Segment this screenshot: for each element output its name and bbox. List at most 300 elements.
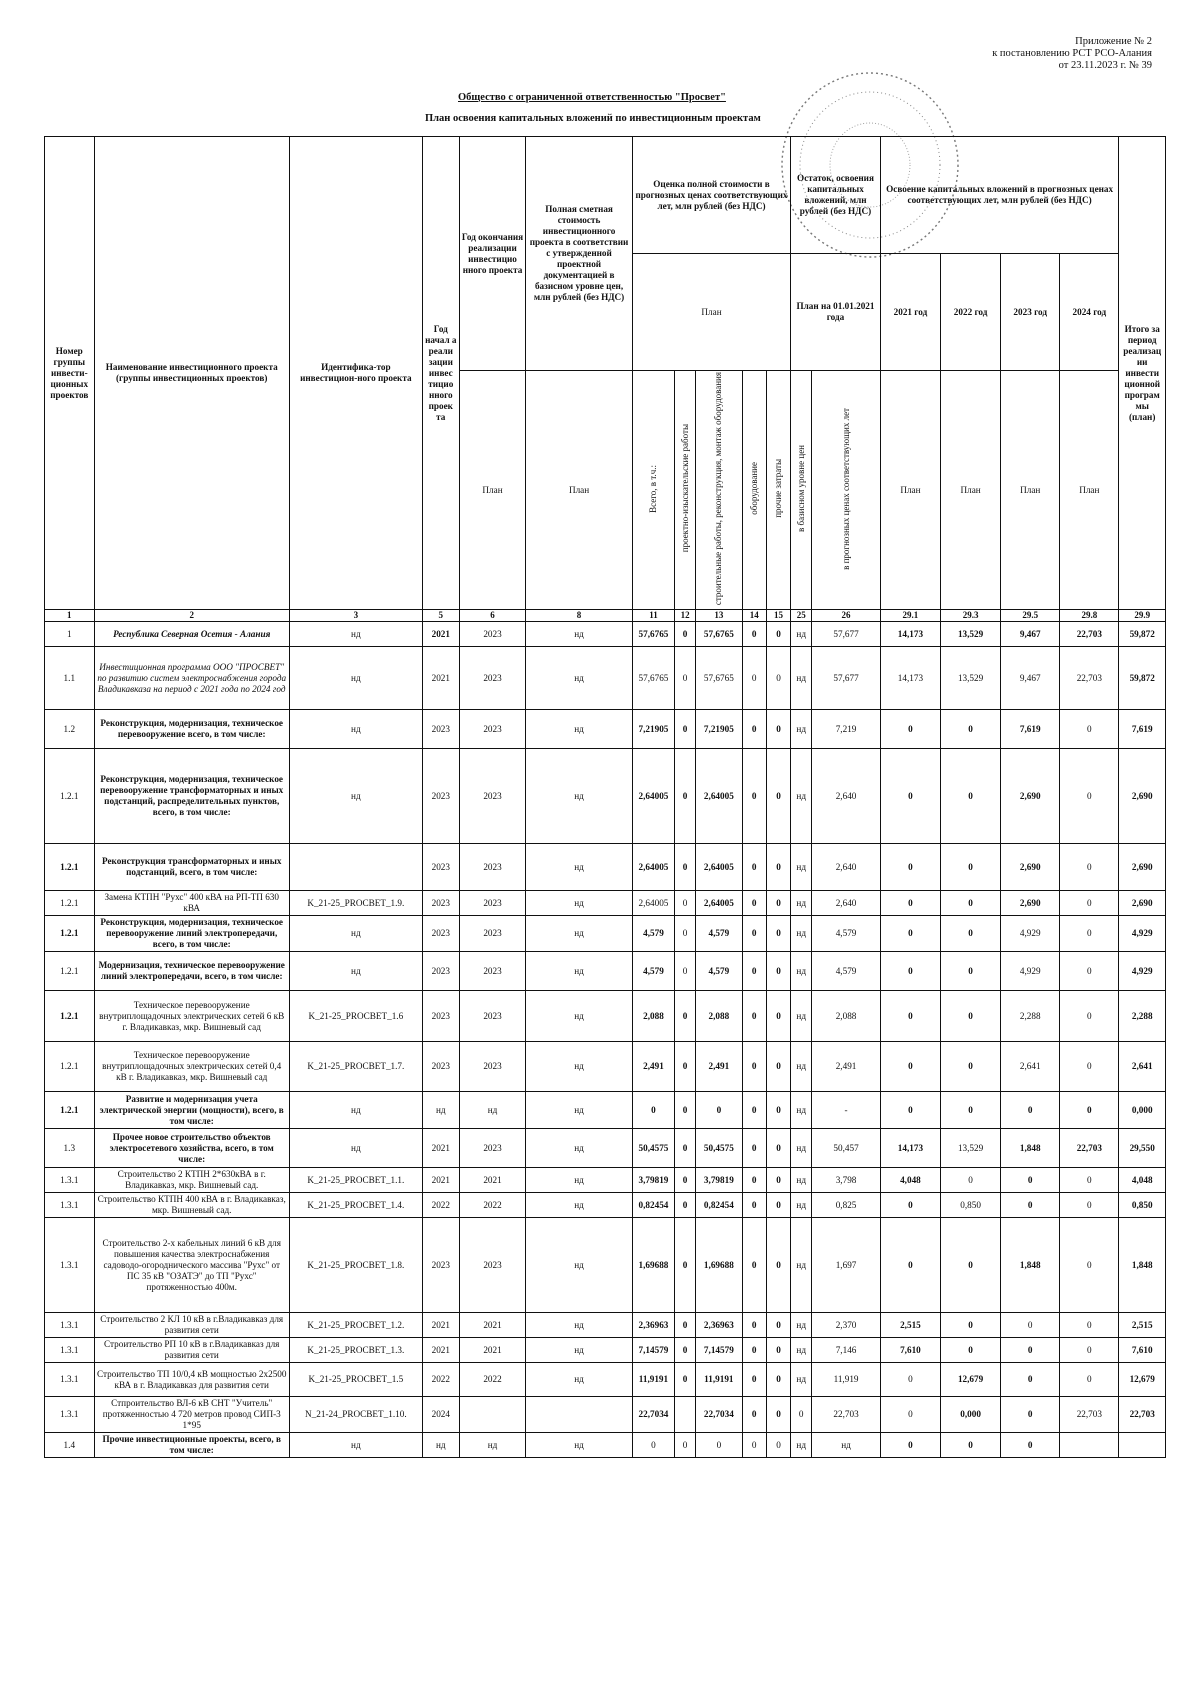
total-cost: 2,64005 <box>632 749 674 844</box>
header-year-2021: 2021 год <box>880 254 940 371</box>
base-prices: нд <box>791 1092 812 1129</box>
construction-works: 1,69688 <box>696 1218 742 1313</box>
plan-2021: 0 <box>880 1397 940 1433</box>
equipment: 0 <box>742 1129 766 1168</box>
header-plan-forecast: План <box>632 254 790 371</box>
year-start: 2023 <box>422 1042 459 1092</box>
forecast-prices: 2,088 <box>812 991 881 1042</box>
forecast-prices: 57,677 <box>812 647 881 710</box>
header-total-period: Итого за период реализац ии инвести ционной програм мы (план) <box>1119 137 1166 610</box>
design-works: 0 <box>675 1193 696 1218</box>
row-number: 1.2.1 <box>45 1092 95 1129</box>
forecast-prices: нд <box>812 1433 881 1458</box>
other-costs: 0 <box>766 1313 790 1338</box>
plan-2022: 0 <box>941 1218 1001 1313</box>
row-number: 1.3.1 <box>45 1397 95 1433</box>
plan-2023: 2,690 <box>1001 891 1060 916</box>
total-cost: 2,64005 <box>632 844 674 891</box>
construction-works: 50,4575 <box>696 1129 742 1168</box>
total-period: 29,550 <box>1119 1129 1166 1168</box>
plan-2022: 0 <box>941 1433 1001 1458</box>
year-end: 2023 <box>459 1218 525 1313</box>
design-works: 0 <box>675 647 696 710</box>
equipment: 0 <box>742 1218 766 1313</box>
full-cost: нд <box>526 991 633 1042</box>
equipment: 0 <box>742 1363 766 1397</box>
forecast-prices: 0,825 <box>812 1193 881 1218</box>
row-number: 1.3.1 <box>45 1363 95 1397</box>
plan-2023: 9,467 <box>1001 622 1060 647</box>
col-number: 29.9 <box>1119 610 1166 622</box>
base-prices: нд <box>791 710 812 749</box>
project-identifier: нд <box>289 1092 422 1129</box>
construction-works: 7,14579 <box>696 1338 742 1363</box>
total-cost: 0 <box>632 1092 674 1129</box>
col-number: 3 <box>289 610 422 622</box>
project-identifier: нд <box>289 647 422 710</box>
row-number: 1.2.1 <box>45 844 95 891</box>
forecast-prices: 2,640 <box>812 844 881 891</box>
construction-works: 3,79819 <box>696 1168 742 1193</box>
design-works: 0 <box>675 622 696 647</box>
plan-2022: 0 <box>941 844 1001 891</box>
row-number: 1.1 <box>45 647 95 710</box>
full-cost: нд <box>526 844 633 891</box>
year-end: 2021 <box>459 1338 525 1363</box>
plan-2023: 0 <box>1001 1092 1060 1129</box>
col-number: 12 <box>675 610 696 622</box>
equipment: 0 <box>742 1397 766 1433</box>
header-plan-full-cost: План <box>526 371 633 610</box>
plan-2022: 0 <box>941 991 1001 1042</box>
forecast-prices: - <box>812 1092 881 1129</box>
year-start: нд <box>422 1092 459 1129</box>
col-number: 29.1 <box>880 610 940 622</box>
plan-2023: 0 <box>1001 1338 1060 1363</box>
project-identifier: нд <box>289 710 422 749</box>
year-end <box>459 1397 525 1433</box>
project-identifier: нд <box>289 1433 422 1458</box>
equipment: 0 <box>742 916 766 952</box>
total-period: 2,690 <box>1119 749 1166 844</box>
year-start: 2023 <box>422 916 459 952</box>
plan-2023: 4,929 <box>1001 952 1060 991</box>
project-identifier: K_21-25_PROCBET_1.4. <box>289 1193 422 1218</box>
table-row <box>45 1433 1166 1458</box>
project-identifier: K_21-25_PROCBET_1.9. <box>289 891 422 916</box>
design-works: 0 <box>675 1042 696 1092</box>
full-cost: нд <box>526 1129 633 1168</box>
total-cost: 2,36963 <box>632 1313 674 1338</box>
project-identifier: K_21-25_PROCBET_1.8. <box>289 1218 422 1313</box>
table-row <box>45 749 1166 844</box>
total-cost: 7,21905 <box>632 710 674 749</box>
project-name: Строительство КТПН 400 кВА в г. Владикавказ, мкр. Вишневый сад. <box>94 1193 289 1218</box>
design-works: 0 <box>675 1313 696 1338</box>
plan-2021: 0 <box>880 1042 940 1092</box>
year-start: нд <box>422 1433 459 1458</box>
col-number: 2 <box>94 610 289 622</box>
total-cost: 0 <box>632 1433 674 1458</box>
year-start: 2022 <box>422 1193 459 1218</box>
plan-2023: 1,848 <box>1001 1129 1060 1168</box>
header-plan-2024: План <box>1060 371 1119 610</box>
table-row <box>45 1218 1166 1313</box>
plan-2023: 2,641 <box>1001 1042 1060 1092</box>
construction-works: 2,491 <box>696 1042 742 1092</box>
total-cost: 1,69688 <box>632 1218 674 1313</box>
design-works: 0 <box>675 749 696 844</box>
construction-works: 0 <box>696 1433 742 1458</box>
project-name: Строительство 2 КЛ 10 кВ в г.Владикавказ для развития сети <box>94 1313 289 1338</box>
year-start: 2023 <box>422 891 459 916</box>
equipment: 0 <box>742 1193 766 1218</box>
plan-2024: 0 <box>1060 1168 1119 1193</box>
other-costs: 0 <box>766 749 790 844</box>
header-plan-date: План на 01.01.2021 года <box>791 254 881 371</box>
header-year-start: Год начал а реали зации инвес тицио нного проек та <box>422 137 459 610</box>
header-remainder: Остаток, освоения капитальных вложений, млн рублей (без НДС) <box>791 137 881 254</box>
construction-works: 7,21905 <box>696 710 742 749</box>
equipment: 0 <box>742 1433 766 1458</box>
plan-2022: 13,529 <box>941 647 1001 710</box>
forecast-prices: 3,798 <box>812 1168 881 1193</box>
forecast-prices: 11,919 <box>812 1363 881 1397</box>
base-prices: нд <box>791 647 812 710</box>
plan-2021: 0 <box>880 991 940 1042</box>
forecast-prices: 2,640 <box>812 891 881 916</box>
year-start: 2021 <box>422 1168 459 1193</box>
plan-2021: 7,610 <box>880 1338 940 1363</box>
plan-2021: 0 <box>880 952 940 991</box>
plan-2021: 0 <box>880 1363 940 1397</box>
col-number: 29.8 <box>1060 610 1119 622</box>
col-number: 8 <box>526 610 633 622</box>
design-works: 0 <box>675 916 696 952</box>
header-year-2023: 2023 год <box>1001 254 1060 371</box>
project-identifier: K_21-25_PROCBET_1.3. <box>289 1338 422 1363</box>
plan-2022: 0 <box>941 916 1001 952</box>
design-works: 0 <box>675 844 696 891</box>
project-identifier <box>289 844 422 891</box>
header-full-cost: Полная сметная стоимость инвестиционного проекта в соответствии с утвержденной проектной документацией в базисном уровне цен, млн рублей (без НДС) <box>526 137 633 371</box>
construction-works: 57,6765 <box>696 647 742 710</box>
year-end: 2023 <box>459 1129 525 1168</box>
header-design-works: проектно-изыскательские работы <box>675 371 696 610</box>
base-prices: нд <box>791 622 812 647</box>
col-number: 1 <box>45 610 95 622</box>
forecast-prices: 22,703 <box>812 1397 881 1433</box>
header-total: Всего, в т.ч.: <box>632 371 674 610</box>
full-cost: нд <box>526 1218 633 1313</box>
base-prices: нд <box>791 1168 812 1193</box>
plan-2024: 0 <box>1060 710 1119 749</box>
project-name: Строительство 2-х кабельных линий 6 кВ для повышения качества электроснабжения садоводо-огороднического массива "Рухс" от ПС 35 кВ "ОЗАТЭ" до ТП "Рухс" протяженностью 400м. <box>94 1218 289 1313</box>
base-prices: нд <box>791 1193 812 1218</box>
total-period: 2,515 <box>1119 1313 1166 1338</box>
row-number: 1.2.1 <box>45 1042 95 1092</box>
base-prices: нд <box>791 1338 812 1363</box>
plan-2022: 0,000 <box>941 1397 1001 1433</box>
project-name: Техническое перевооружение внутриплощадочных электрических сетей 0,4 кВ г. Владикавказ, мкр. Вишневый сад <box>94 1042 289 1092</box>
project-identifier: K_21-25_PROCBET_1.2. <box>289 1313 422 1338</box>
other-costs: 0 <box>766 916 790 952</box>
project-name: Прочее новое строительство объектов электросетевого хозяйства, всего, в том числе: <box>94 1129 289 1168</box>
appendix-line-3: от 23.11.2023 г. № 39 <box>1058 60 1152 71</box>
base-prices: нд <box>791 1042 812 1092</box>
construction-works: 0 <box>696 1092 742 1129</box>
project-name: Стпроительство ВЛ-6 кВ СНТ "Учитель" протяженностью 4 720 метров провод СИП-3 1*95 <box>94 1397 289 1433</box>
header-identifier: Идентифика-тор инвестицион-ного проекта <box>289 137 422 610</box>
other-costs: 0 <box>766 710 790 749</box>
other-costs: 0 <box>766 1338 790 1363</box>
base-prices: нд <box>791 952 812 991</box>
forecast-prices: 2,491 <box>812 1042 881 1092</box>
forecast-prices: 7,146 <box>812 1338 881 1363</box>
table-row <box>45 844 1166 891</box>
construction-works: 4,579 <box>696 916 742 952</box>
plan-2022: 0 <box>941 1168 1001 1193</box>
base-prices: 0 <box>791 1397 812 1433</box>
year-start: 2023 <box>422 749 459 844</box>
project-name: Реконструкция, модернизация, техническое перевооружение трансформаторных и иных подстанций, распределительных пунктов, всего, в том числе: <box>94 749 289 844</box>
plan-2022: 0 <box>941 710 1001 749</box>
row-number: 1.3 <box>45 1129 95 1168</box>
forecast-prices: 50,457 <box>812 1129 881 1168</box>
plan-2023: 0 <box>1001 1313 1060 1338</box>
table-row <box>45 1092 1166 1129</box>
plan-2023: 7,619 <box>1001 710 1060 749</box>
year-start: 2021 <box>422 622 459 647</box>
equipment: 0 <box>742 622 766 647</box>
design-works: 0 <box>675 1092 696 1129</box>
project-name: Техническое перевооружение внутриплощадочных электрических сетей 6 кВ г. Владикавказ, мкр. Вишневый сад <box>94 991 289 1042</box>
total-period <box>1119 1433 1166 1458</box>
header-name: Наименование инвестиционного проекта (группы инвестиционных проектов) <box>94 137 289 610</box>
table-row <box>45 916 1166 952</box>
table-row <box>45 710 1166 749</box>
plan-2024: 0 <box>1060 1218 1119 1313</box>
header-construction-works: строительные работы, реконструкция, монтаж оборудования <box>696 371 742 610</box>
total-cost: 22,7034 <box>632 1397 674 1433</box>
year-start: 2023 <box>422 710 459 749</box>
project-identifier: нд <box>289 1129 422 1168</box>
full-cost: нд <box>526 1193 633 1218</box>
total-cost: 50,4575 <box>632 1129 674 1168</box>
plan-2021: 14,173 <box>880 622 940 647</box>
plan-2024: 0 <box>1060 952 1119 991</box>
header-other-costs: прочие затраты <box>766 371 790 610</box>
total-period: 7,619 <box>1119 710 1166 749</box>
table-row <box>45 891 1166 916</box>
header-forecast-full: Оценка полной стоимости в прогнозных ценах соответствующих лет, млн рублей (без НДС) <box>632 137 790 254</box>
design-works: 0 <box>675 1129 696 1168</box>
header-year-2022: 2022 год <box>941 254 1001 371</box>
total-cost: 2,64005 <box>632 891 674 916</box>
header-plan-2022: План <box>941 371 1001 610</box>
other-costs: 0 <box>766 622 790 647</box>
table-body <box>45 622 1166 1458</box>
project-name: Строительство 2 КТПН 2*630кВА в г. Владикавказ, мкр. Вишневый сад. <box>94 1168 289 1193</box>
plan-2023: 0 <box>1001 1433 1060 1458</box>
investment-plan-table <box>44 136 1166 1458</box>
equipment: 0 <box>742 844 766 891</box>
total-cost: 57,6765 <box>632 622 674 647</box>
row-number: 1.3.1 <box>45 1338 95 1363</box>
equipment: 0 <box>742 710 766 749</box>
other-costs: 0 <box>766 952 790 991</box>
total-cost: 0,82454 <box>632 1193 674 1218</box>
project-name: Строительство ТП 10/0,4 кВ мощностью 2х2500 кВА в г. Владикавказ для развития сети <box>94 1363 289 1397</box>
project-name: Реконструкция, модернизация, техническое перевооружение всего, в том числе: <box>94 710 289 749</box>
table-row <box>45 1129 1166 1168</box>
construction-works: 0,82454 <box>696 1193 742 1218</box>
base-prices: нд <box>791 1313 812 1338</box>
total-period: 0,850 <box>1119 1193 1166 1218</box>
other-costs: 0 <box>766 1168 790 1193</box>
year-end: 2023 <box>459 844 525 891</box>
equipment: 0 <box>742 749 766 844</box>
full-cost: нд <box>526 952 633 991</box>
forecast-prices: 7,219 <box>812 710 881 749</box>
plan-2022: 13,529 <box>941 1129 1001 1168</box>
plan-2021: 14,173 <box>880 647 940 710</box>
document-title: План освоения капитальных вложений по инвестиционным проектам <box>425 113 761 124</box>
year-start: 2022 <box>422 1363 459 1397</box>
design-works: 0 <box>675 710 696 749</box>
row-number: 1.2.1 <box>45 749 95 844</box>
plan-2024: 22,703 <box>1060 622 1119 647</box>
design-works: 0 <box>675 952 696 991</box>
row-number: 1.2.1 <box>45 991 95 1042</box>
project-identifier: K_21-25_PROCBET_1.5 <box>289 1363 422 1397</box>
col-number: 5 <box>422 610 459 622</box>
row-number: 1.4 <box>45 1433 95 1458</box>
equipment: 0 <box>742 991 766 1042</box>
year-start: 2021 <box>422 1129 459 1168</box>
forecast-prices: 4,579 <box>812 952 881 991</box>
plan-2022: 0 <box>941 1338 1001 1363</box>
plan-2024: 0 <box>1060 1193 1119 1218</box>
row-number: 1.3.1 <box>45 1313 95 1338</box>
table-row <box>45 1338 1166 1363</box>
forecast-prices: 2,370 <box>812 1313 881 1338</box>
col-number: 29.5 <box>1001 610 1060 622</box>
project-name: Реконструкция, модернизация, техническое перевооружение линий электропередачи, всего, в том числе: <box>94 916 289 952</box>
table-row <box>45 991 1166 1042</box>
design-works: 0 <box>675 1433 696 1458</box>
col-number: 14 <box>742 610 766 622</box>
year-end: 2021 <box>459 1168 525 1193</box>
col-number: 6 <box>459 610 525 622</box>
plan-2022: 0 <box>941 1092 1001 1129</box>
full-cost: нд <box>526 1433 633 1458</box>
construction-works: 2,64005 <box>696 749 742 844</box>
construction-works: 57,6765 <box>696 622 742 647</box>
plan-2021: 0 <box>880 1218 940 1313</box>
plan-2021: 4,048 <box>880 1168 940 1193</box>
project-identifier: нд <box>289 916 422 952</box>
other-costs: 0 <box>766 844 790 891</box>
plan-2023: 0 <box>1001 1168 1060 1193</box>
construction-works: 2,64005 <box>696 891 742 916</box>
base-prices: нд <box>791 1218 812 1313</box>
forecast-prices: 4,579 <box>812 916 881 952</box>
plan-2022: 13,529 <box>941 622 1001 647</box>
equipment: 0 <box>742 1313 766 1338</box>
equipment: 0 <box>742 647 766 710</box>
total-cost: 4,579 <box>632 952 674 991</box>
construction-works: 2,64005 <box>696 844 742 891</box>
year-start: 2021 <box>422 1313 459 1338</box>
full-cost: нд <box>526 1363 633 1397</box>
plan-2023: 2,288 <box>1001 991 1060 1042</box>
forecast-prices: 57,677 <box>812 622 881 647</box>
appendix-line-1: Приложение № 2 <box>1075 36 1152 47</box>
other-costs: 0 <box>766 1129 790 1168</box>
col-number: 26 <box>812 610 881 622</box>
organization-title: Общество с ограниченной ответственностью "Просвет" <box>458 92 726 103</box>
project-name: Прочие инвестиционные проекты, всего, в том числе: <box>94 1433 289 1458</box>
plan-2021: 0 <box>880 1193 940 1218</box>
design-works <box>675 1397 696 1433</box>
equipment: 0 <box>742 952 766 991</box>
plan-2021: 0 <box>880 891 940 916</box>
base-prices: нд <box>791 991 812 1042</box>
total-cost: 11,9191 <box>632 1363 674 1397</box>
plan-2024: 22,703 <box>1060 647 1119 710</box>
table-row <box>45 647 1166 710</box>
row-number: 1.3.1 <box>45 1218 95 1313</box>
forecast-prices: 2,640 <box>812 749 881 844</box>
equipment: 0 <box>742 1042 766 1092</box>
plan-2021: 0 <box>880 916 940 952</box>
project-name: Республика Северная Осетия - Алания <box>94 622 289 647</box>
year-end: 2023 <box>459 952 525 991</box>
table-row <box>45 1042 1166 1092</box>
plan-2024: 0 <box>1060 916 1119 952</box>
project-identifier: нд <box>289 749 422 844</box>
total-period: 1,848 <box>1119 1218 1166 1313</box>
year-end: 2023 <box>459 647 525 710</box>
plan-2022: 0 <box>941 891 1001 916</box>
other-costs: 0 <box>766 991 790 1042</box>
row-number: 1.3.1 <box>45 1193 95 1218</box>
year-end: 2021 <box>459 1313 525 1338</box>
plan-2024: 0 <box>1060 1042 1119 1092</box>
row-number: 1.3.1 <box>45 1168 95 1193</box>
construction-works: 11,9191 <box>696 1363 742 1397</box>
year-start: 2023 <box>422 991 459 1042</box>
table-row <box>45 1168 1166 1193</box>
plan-2022: 0 <box>941 1042 1001 1092</box>
full-cost: нд <box>526 1042 633 1092</box>
plan-2022: 12,679 <box>941 1363 1001 1397</box>
project-identifier: K_21-25_PROCBET_1.7. <box>289 1042 422 1092</box>
other-costs: 0 <box>766 891 790 916</box>
plan-2024: 22,703 <box>1060 1397 1119 1433</box>
other-costs: 0 <box>766 647 790 710</box>
equipment: 0 <box>742 1338 766 1363</box>
base-prices: нд <box>791 1433 812 1458</box>
total-period: 2,641 <box>1119 1042 1166 1092</box>
base-prices: нд <box>791 844 812 891</box>
header-year-end: Год окончания реализации инвестицио нного проекта <box>459 137 525 371</box>
plan-2023: 2,690 <box>1001 844 1060 891</box>
appendix-line-2: к постановлению РСТ РСО-Алания <box>992 48 1152 59</box>
row-number: 1 <box>45 622 95 647</box>
design-works: 0 <box>675 1363 696 1397</box>
